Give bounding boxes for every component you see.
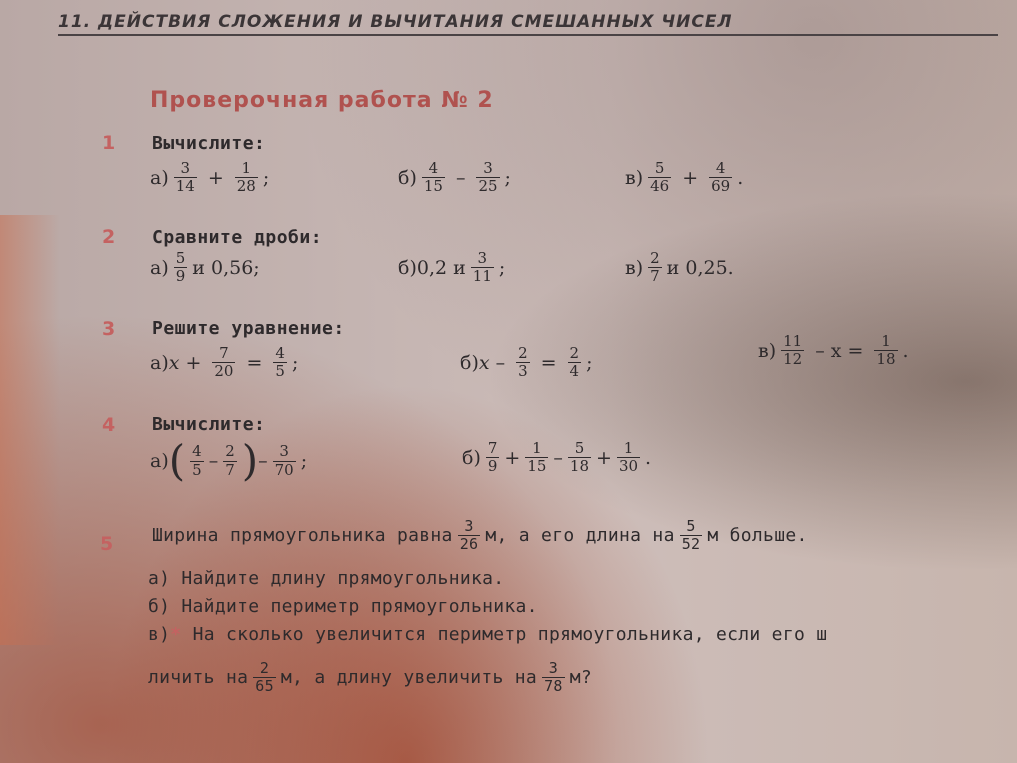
denominator: 4 [569,362,580,381]
task4-b [462,440,651,476]
denominator: 3 [518,362,528,381]
comparison-text: 0,2 и [416,256,466,279]
item-label: б) [398,166,417,189]
denominator: 9 [175,267,186,286]
numerator: 7 [219,344,229,362]
numerator: 2 [650,249,660,267]
fraction [422,160,445,196]
task-title: Сравните дроби: [152,227,323,248]
fraction [568,345,582,381]
item-label: б) [460,351,479,374]
item-label: а) [150,256,169,279]
fraction [680,518,703,554]
operator: – [553,446,563,469]
fraction [190,443,204,479]
task2-b [398,250,505,286]
task-number: 2 [102,226,116,248]
numerator: 3 [483,159,493,177]
task1-c [625,160,743,196]
task-number: 1 [102,132,116,154]
item-label: а) [150,351,169,374]
fraction [273,443,296,479]
fraction [235,160,258,196]
item-label: в) [148,624,171,645]
task-number: 4 [102,414,116,436]
fraction [458,518,481,554]
denominator: 5 [192,460,202,479]
statement-text: личить на [148,667,249,689]
denominator: 28 [236,177,256,196]
fraction [471,250,494,286]
operator: + [504,446,521,469]
item-label: в) [625,166,644,189]
task5-b: б) Найдите периметр прямоугольника. [148,596,538,617]
numerator: 5 [654,159,665,177]
task3-c [758,333,909,369]
numerator: 2 [569,344,580,362]
numerator: 1 [881,332,891,350]
comparison-text: и 0,56; [192,256,260,279]
task-title: Вычислите: [152,133,266,154]
task3-b [460,345,593,381]
numerator: 3 [464,517,474,535]
fraction [874,333,897,369]
fraction [542,660,565,696]
page-title: Проверочная работа № 2 [150,88,494,113]
denominator: 20 [214,362,234,381]
comparison-text: и 0,25. [666,256,734,279]
fraction [648,250,662,286]
fraction [486,440,500,476]
fraction [273,345,287,381]
numerator: 4 [192,442,202,461]
task2-c [625,250,734,286]
fraction [174,250,188,286]
denominator: 26 [459,535,479,554]
fraction [253,660,276,696]
fraction [648,160,671,196]
operator: – x = [815,339,864,362]
numerator: 4 [428,159,439,177]
task5-c [148,624,1017,645]
numerator: 2 [259,659,270,677]
task-title: Вычислите: [152,414,266,435]
fraction [709,160,732,196]
task5-statement [152,518,808,554]
task4-a [150,436,308,485]
fraction [174,160,197,196]
numerator: 3 [548,659,559,677]
numerator: 5 [686,517,696,535]
left-paren: ( [168,436,186,485]
numerator: 1 [241,159,252,177]
denominator: 15 [423,177,443,196]
numerator: 3 [180,159,191,177]
fraction [223,443,237,479]
punctuation: . [645,446,652,469]
denominator: 5 [275,362,285,381]
fraction [212,345,235,381]
denominator: 65 [255,677,274,696]
numerator: 1 [623,439,634,457]
numerator: 5 [574,439,585,457]
denominator: 12 [783,350,803,369]
denominator: 70 [274,460,294,479]
denominator: 52 [681,535,701,554]
numerator: 2 [225,442,235,461]
fraction [568,440,591,476]
equals-sign: = [246,351,263,374]
numerator: 11 [783,332,803,350]
variable-x: x [478,351,490,374]
fraction [617,440,640,476]
task-number: 5 [100,533,114,555]
punctuation: ; [498,256,506,279]
numerator: 3 [477,249,488,267]
page-shadow [0,215,60,645]
punctuation: . [737,166,744,189]
numerator: 4 [715,159,726,177]
denominator: 69 [711,177,731,196]
variable-x: x [168,351,180,374]
item-label: а) [150,450,169,472]
denominator: 78 [544,677,563,696]
numerator: 2 [518,344,528,362]
task1-b [398,160,511,196]
operator: – [455,166,466,189]
denominator: 18 [876,350,896,369]
punctuation: ; [586,351,593,374]
denominator: 14 [175,177,195,196]
denominator: 15 [527,457,547,476]
operator: + [185,351,202,374]
denominator: 7 [650,267,660,286]
task-number: 3 [102,318,116,340]
task3-a [150,345,298,381]
task2-a [150,250,260,286]
task5-a: а) Найдите длину прямоугольника. [148,568,505,589]
operator: + [596,446,612,469]
right-paren: ) [241,436,259,485]
fraction [525,440,548,476]
item-label: в) [625,256,644,279]
operator: + [207,166,224,189]
equals-sign: = [540,351,557,374]
item-label: в) [758,339,777,362]
punctuation: ; [300,450,308,472]
statement-text: м, а длину увеличить на [280,667,538,689]
operator: – [258,450,268,472]
statement-text: На сколько увеличится периметр прямоугольника, если его ш [192,624,828,645]
item-label: а) [150,166,169,189]
denominator: 25 [478,177,498,196]
numerator: 5 [175,249,186,267]
fraction [476,160,499,196]
task5-c-continued [148,660,592,696]
statement-text: м, а его длина на [485,525,675,547]
task-title: Решите уравнение: [152,318,345,339]
statement-text: м? [569,667,593,689]
item-label: б) [462,446,481,469]
numerator: 4 [275,344,285,362]
punctuation: ; [504,166,511,189]
denominator: 9 [487,457,498,476]
punctuation: ; [262,166,270,189]
statement-text: м больше. [707,525,808,547]
operator: + [682,166,699,189]
fraction [516,345,530,381]
numerator: 7 [487,439,498,457]
statement-text: Ширина прямоугольника равна [152,525,453,547]
denominator: 46 [650,177,670,196]
task1-a [150,160,269,196]
denominator: 11 [472,267,492,286]
fraction [781,333,804,369]
denominator: 30 [618,457,639,476]
numerator: 1 [532,439,542,457]
operator: – [208,450,219,472]
chapter-header: 11. ДЕЙСТВИЯ СЛОЖЕНИЯ И ВЫЧИТАНИЯ СМЕШАННЫХ ЧИСЕЛ [58,12,998,36]
punctuation: ; [291,351,299,374]
operator: – [495,351,506,374]
denominator: 18 [569,457,590,476]
item-label: б) [398,256,417,279]
numerator: 3 [279,442,289,461]
punctuation: . [902,339,909,362]
star-icon: * [170,624,182,645]
denominator: 7 [225,460,235,479]
